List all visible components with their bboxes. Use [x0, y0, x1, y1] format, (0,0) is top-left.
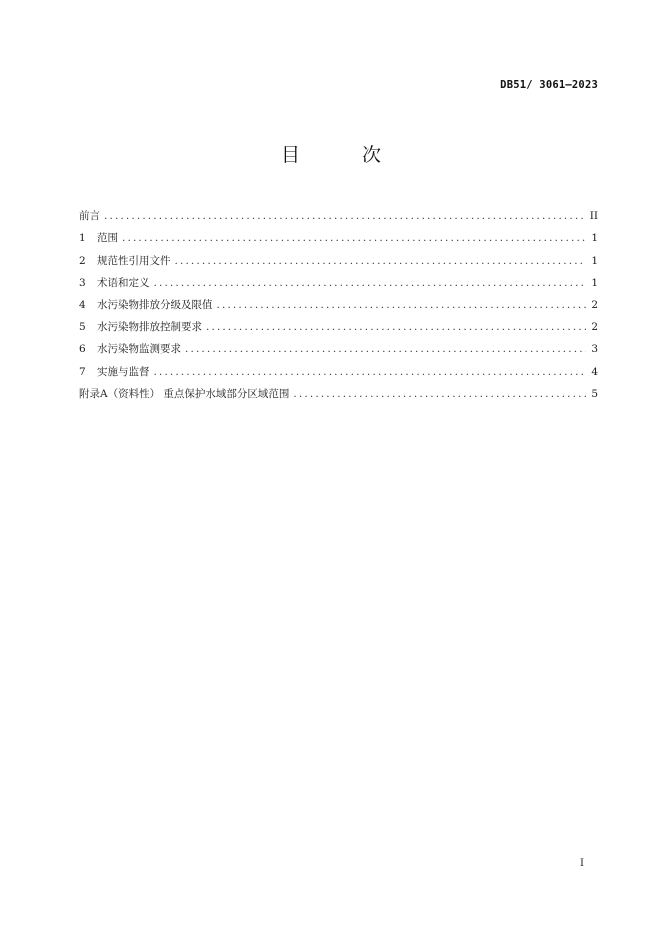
toc-leader-dots — [104, 209, 586, 223]
toc-entry-label: 水污染物排放分级及限值 — [97, 298, 213, 311]
document-code: DB51/ 3061—2023 — [500, 79, 598, 91]
toc-entry-foreword[interactable] — [79, 201, 598, 223]
toc-leader-dots — [122, 231, 586, 245]
toc-entry-page: 2 — [591, 321, 598, 334]
toc-leader-dots — [217, 298, 587, 312]
toc-entry-page: 2 — [591, 298, 598, 311]
toc-entry-monitoring[interactable] — [79, 334, 598, 356]
toc-entry-page: 4 — [591, 365, 598, 378]
page-title: 目 次 — [280, 144, 410, 166]
toc-entry-page: 5 — [591, 387, 598, 400]
toc-entry-number: 3 — [79, 276, 86, 289]
toc-entry-label: 水污染物监测要求 — [97, 343, 181, 356]
toc-leader-dots — [293, 387, 586, 401]
toc-entry-number: 7 — [79, 365, 86, 378]
toc-entry-label: 前言 — [79, 210, 100, 223]
toc-leader-dots — [154, 276, 587, 290]
table-of-contents — [79, 201, 598, 401]
toc-entry-page: 1 — [591, 232, 598, 245]
toc-entry-scope[interactable] — [79, 223, 598, 245]
toc-leader-dots — [185, 342, 586, 356]
toc-entry-implementation[interactable] — [79, 356, 598, 378]
toc-entry-label: 规范性引用文件 — [97, 254, 171, 267]
toc-entry-number: 4 — [79, 298, 86, 311]
toc-entry-page: 1 — [591, 276, 598, 289]
toc-entry-terms-definitions[interactable] — [79, 268, 598, 290]
toc-entry-label: 水污染物排放控制要求 — [97, 321, 202, 334]
toc-entry-label: 范围 — [97, 232, 118, 245]
toc-entry-page: 1 — [591, 254, 598, 267]
toc-entry-normative-references[interactable] — [79, 245, 598, 267]
toc-leader-dots — [154, 365, 587, 379]
toc-entry-label: 术语和定义 — [97, 276, 150, 289]
toc-entry-number: 1 — [79, 232, 86, 245]
toc-entry-number: 5 — [79, 321, 86, 334]
toc-leader-dots — [175, 254, 587, 268]
toc-entry-number: 6 — [79, 343, 86, 356]
toc-leader-dots — [206, 320, 586, 334]
toc-entry-label: 附录A（资料性） 重点保护水域部分区域范围 — [79, 387, 290, 400]
toc-entry-discharge-control[interactable] — [79, 312, 598, 334]
toc-entry-discharge-limits[interactable] — [79, 290, 598, 312]
toc-entry-label: 实施与监督 — [97, 365, 150, 378]
toc-entry-page: II — [589, 210, 598, 223]
toc-entry-number: 2 — [79, 254, 86, 267]
page-number: I — [580, 858, 584, 869]
toc-entry-page: 3 — [591, 343, 598, 356]
toc-entry-appendix-a[interactable] — [79, 379, 598, 401]
